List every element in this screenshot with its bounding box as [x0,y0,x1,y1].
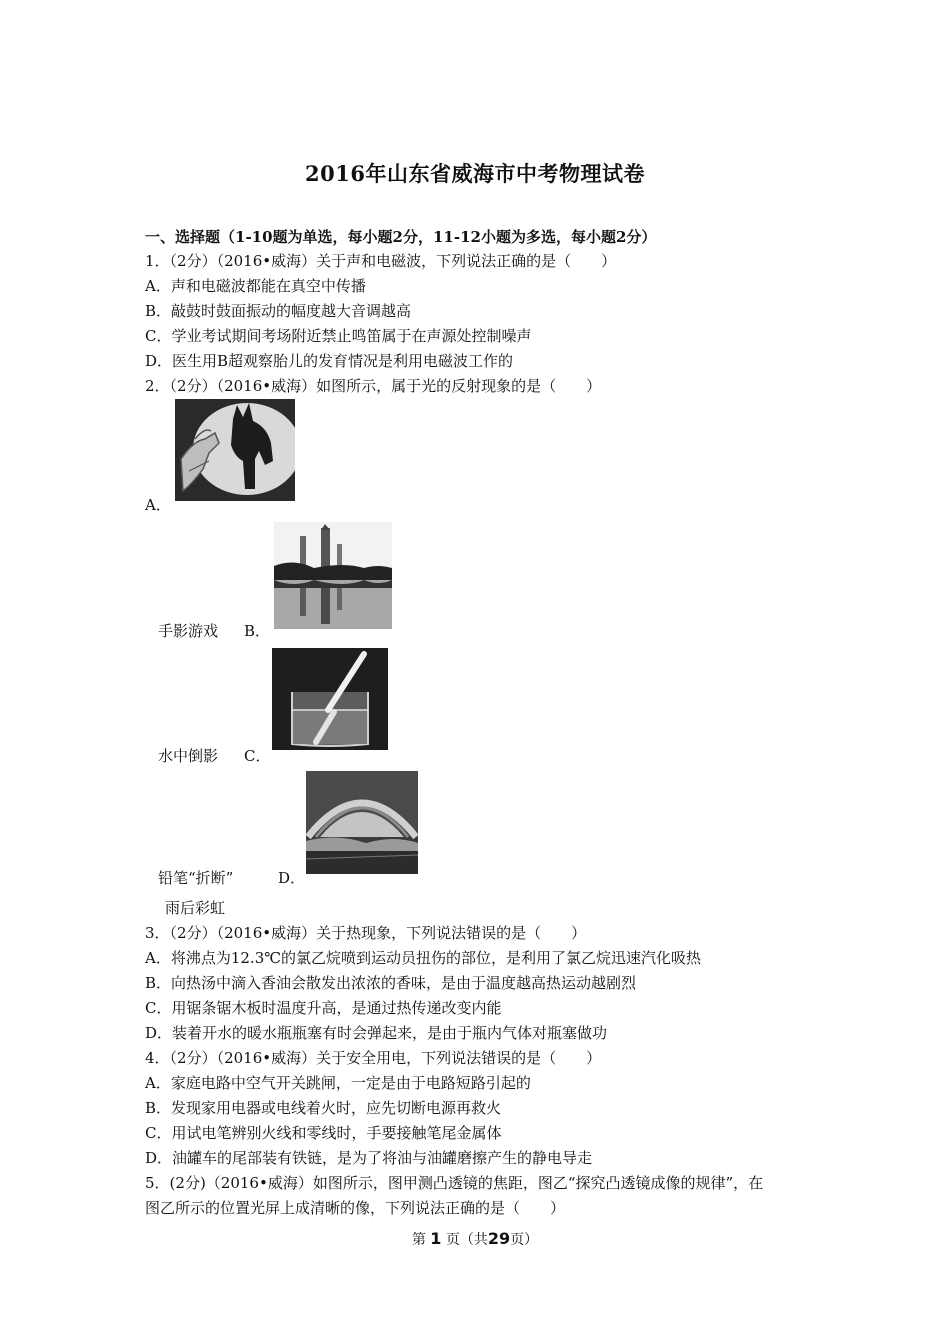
footer-suffix: 页） [510,1232,539,1248]
question-3-stem: 3．（2分）（2016•威海）关于热现象，下列说法错误的是（ ） [145,924,587,942]
question-1-option-b: B．敲鼓时鼓面振动的幅度越大音调越高 [145,302,412,320]
hand-shadow-image [175,399,295,501]
footer-prefix: 第 [411,1232,426,1248]
option-d-caption: 雨后彩虹 [165,899,226,917]
question-3-option-d: D．装着开水的暖水瓶瓶塞有时会弹起来，是由于瓶内气体对瓶塞做功 [145,1024,608,1042]
question-4-option-d: D．油罐车的尾部装有铁链，是为了将油与油罐磨擦产生的静电导走 [145,1149,593,1167]
option-b-label: B． [244,622,271,640]
option-c-caption: 铅笔“折断” [158,869,234,887]
pencil-in-water-image [272,648,388,750]
question-3-option-c: C．用锯条锯木板时温度升高，是通过热传递改变内能 [145,999,502,1017]
option-d-label: D． [278,869,306,887]
question-4-option-b: B．发现家用电器或电线着火时，应先切断电源再救火 [145,1099,502,1117]
question-1-option-d: D．医生用B超观察胎儿的发育情况是利用电磁波工作的 [145,352,514,370]
question-1-option-a: A．声和电磁波都能在真空中传播 [145,277,366,295]
question-4-option-c: C．用试电笔辨别火线和零线时，手要接触笔尾金属体 [145,1124,502,1142]
question-4-option-a: A．家庭电路中空气开关跳闸，一定是由于电路短路引起的 [145,1074,531,1092]
page-footer [0,1229,950,1249]
rainbow-image [306,771,418,874]
page-title: 2016年山东省威海市中考物理试卷 [305,161,645,186]
question-1-option-c: C．学业考试期间考场附近禁止鸣笛属于在声源处控制噪声 [145,327,532,345]
question-4-stem: 4．（2分）（2016•威海）关于安全用电，下列说法错误的是（ ） [145,1049,602,1067]
footer-page-number: 1 [430,1229,442,1248]
section-heading: 一、选择题（1-10题为单选，每小题2分，11-12小题为多选，每小题2分） [145,228,657,246]
footer-total-pages: 29 [487,1229,511,1248]
option-c-label: C． [244,747,271,765]
water-reflection-image [274,522,392,629]
question-2-stem: 2．（2分）（2016•威海）如图所示，属于光的反射现象的是（ ） [145,377,602,395]
option-a-caption: 手影游戏 [158,622,219,640]
question-3-option-b: B．向热汤中滴入香油会散发出浓浓的香味，是由于温度越高热运动越剧烈 [145,974,637,992]
question-1-stem: 1．（2分）（2016•威海）关于声和电磁波，下列说法正确的是（ ） [145,252,617,270]
option-a-label: A． [145,496,171,514]
question-5-stem-line-2: 图乙所示的位置光屏上成清晰的像，下列说法正确的是（ ） [145,1199,566,1217]
question-3-option-a: A．将沸点为12.3℃的氯乙烷喷到运动员扭伤的部位，是利用了氯乙烷迅速汽化吸热 [145,949,702,967]
footer-middle: 页（共 [445,1232,488,1248]
option-b-caption: 水中倒影 [158,747,219,765]
question-5-stem-line-1: 5．(2分)（2016•威海）如图所示，图甲测凸透镜的焦距，图乙“探究凸透镜成像的规律”，在 [145,1174,764,1192]
